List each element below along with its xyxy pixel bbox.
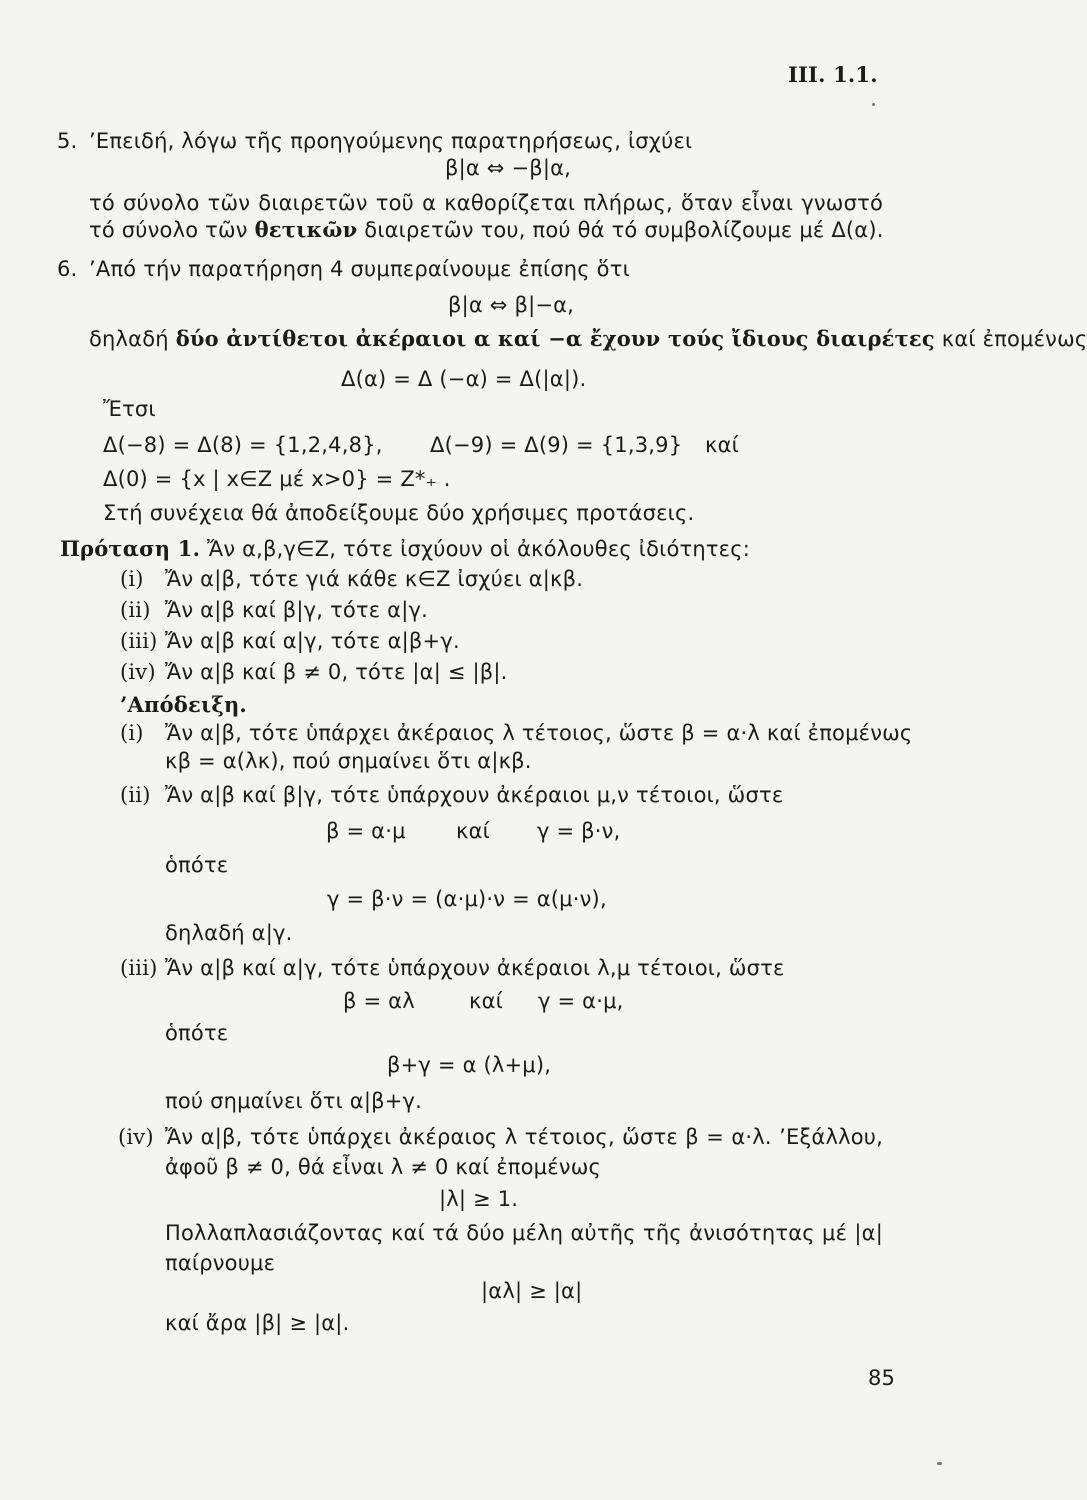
- proof-ii-eq1-b: γ = β·ν,: [537, 819, 621, 843]
- proof-ii-conclusion: δηλαδή α|γ.: [165, 921, 293, 945]
- proof-i-line2: κβ = α(λκ), πού σημαίνει ὅτι α|κβ.: [165, 749, 532, 773]
- proof-label: ’Απόδειξη.: [120, 692, 247, 717]
- item-6-number: 6.: [57, 257, 78, 281]
- proof-iv-line4: παίρνουμε: [165, 1251, 276, 1275]
- proof-iv-eq1: |λ| ≥ 1.: [439, 1187, 519, 1211]
- proof-iv-num: (iv): [118, 1125, 154, 1149]
- prop-item-iii-text: Ἄν α|β καί α|γ, τότε α|β+γ.: [165, 629, 460, 653]
- item-5-intro: ’Επειδή, λόγω τῆς προηγούμενης παρατηρήσεως, ἰσχύει: [89, 129, 693, 153]
- proof-ii-line1: Ἄν α|β καί β|γ, τότε ὑπάρχουν ἀκέραιοι μ,ν τέτοιοι, ὥστε: [165, 783, 784, 807]
- page-number: 85: [868, 1366, 896, 1390]
- prop-item-ii-text: Ἄν α|β καί β|γ, τότε α|γ.: [165, 598, 428, 622]
- item-6-line2: [89, 326, 1087, 352]
- proof-ii-opote: ὁπότε: [165, 853, 229, 877]
- item-5-line3: [89, 217, 884, 243]
- item-5-line3-b: διαιρετῶν του, πού θά τό συμβολίζουμε μέ Δ(α).: [364, 218, 884, 242]
- proof-ii-num: (ii): [120, 783, 151, 807]
- proof-iii-eq2: β+γ = α (λ+μ),: [387, 1053, 552, 1077]
- proof-i-line1: Ἄν α|β, τότε ὑπάρχει ἀκέραιος λ τέτοιος, ὥστε β = α·λ καί ἐπομένως: [165, 721, 913, 745]
- proof-ii-eq1-kai: καί: [456, 819, 490, 843]
- item-6-formula2: Δ(α) = Δ (−α) = Δ(|α|).: [341, 367, 587, 391]
- item-5-line3-bold: θετικῶν: [254, 217, 358, 242]
- item-6-example-3: Δ(0) = {x | x∈Z μέ x>0} = Z*₊ .: [103, 467, 451, 491]
- item-5-line3-a: τό σύνολο τῶν: [89, 218, 248, 242]
- item-6-formula: β|α ⇔ β|−α,: [448, 293, 575, 317]
- proof-iv-line3: Πολλαπλασιάζοντας καί τά δύο μέλη αὐτῆς τῆς ἀνισότητας μέ |α|: [165, 1221, 883, 1245]
- item-6-example-2: Δ(−9) = Δ(9) = {1,3,9}: [430, 433, 683, 457]
- item-5-formula: β|α ⇔ −β|α,: [445, 156, 572, 180]
- proof-iii-line1: Ἄν α|β καί α|γ, τότε ὑπάρχουν ἀκέραιοι λ,μ τέτοιοι, ὥστε: [165, 956, 785, 980]
- proof-iv-conclusion: καί ἄρα |β| ≥ |α|.: [165, 1311, 350, 1335]
- proof-iii-eq1-a: β = αλ: [343, 989, 415, 1013]
- prop-item-i-num: (i): [120, 567, 144, 591]
- page-speck: [872, 103, 875, 106]
- proof-iii-eq1-b: γ = α·μ,: [538, 989, 624, 1013]
- proof-ii-eq1-a: β = α·μ: [326, 819, 406, 843]
- prop-item-iii-num: (iii): [120, 629, 158, 653]
- proof-iii-num: (iii): [120, 956, 158, 980]
- prop-item-i-text: Ἄν α|β, τότε γιά κάθε κ∈Z ἰσχύει α|κβ.: [165, 567, 584, 591]
- proof-iii-opote: ὁπότε: [165, 1021, 229, 1045]
- prop-item-iv-num: (iv): [120, 660, 156, 684]
- proof-iii-conclusion: πού σημαίνει ὅτι α|β+γ.: [165, 1089, 422, 1113]
- proof-iv-eq2: |αλ| ≥ |α|: [481, 1279, 583, 1303]
- item-6-line2-a: δηλαδή: [89, 327, 169, 351]
- item-6-etsi: Ἔτσι: [103, 397, 156, 421]
- proof-i-num: (i): [120, 721, 144, 745]
- page-speck: [937, 1462, 942, 1465]
- section-header: III. 1.1.: [788, 62, 878, 87]
- item-5-number: 5.: [57, 129, 78, 153]
- item-6-line2-bold: δύο ἀντίθετοι ἀκέραιοι α καί −α ἔχουν τούς ἴδιους διαιρέτες: [175, 326, 935, 351]
- item-6-line2-b: καί ἐπομένως: [941, 327, 1087, 351]
- proposition-statement: [60, 536, 750, 562]
- proposition-label: Πρόταση 1.: [60, 536, 201, 561]
- item-6-example-1: Δ(−8) = Δ(8) = {1,2,4,8},: [103, 433, 383, 457]
- proof-iii-eq1-kai: καί: [469, 989, 503, 1013]
- proposition-text: Ἄν α,β,γ∈Z, τότε ἰσχύουν οἱ ἀκόλουθες ἰδιότητες:: [206, 537, 751, 561]
- proof-iv-line1: Ἄν α|β, τότε ὑπάρχει ἀκέραιος λ τέτοιος, ὥστε β = α·λ. ’Εξάλλου,: [165, 1125, 883, 1149]
- item-6-intro: ’Από τήν παρατήρηση 4 συμπεραίνουμε ἐπίσης ὅτι: [89, 257, 630, 281]
- item-6-example-kai: καί: [705, 433, 739, 457]
- prop-item-ii-num: (ii): [120, 598, 151, 622]
- proof-iv-line2: ἀφοῦ β ≠ 0, θά εἶναι λ ≠ 0 καί ἐπομένως: [165, 1155, 602, 1179]
- item-5-line2: τό σύνολο τῶν διαιρετῶν τοῦ α καθορίζεται πλήρως, ὅταν εἶναι γνωστό: [89, 191, 883, 215]
- proof-ii-eq2: γ = β·ν = (α·μ)·ν = α(μ·ν),: [327, 887, 607, 911]
- transition-sentence: Στή συνέχεια θά ἀποδείξουμε δύο χρήσιμες προτάσεις.: [103, 501, 695, 525]
- prop-item-iv-text: Ἄν α|β καί β ≠ 0, τότε |α| ≤ |β|.: [165, 660, 508, 684]
